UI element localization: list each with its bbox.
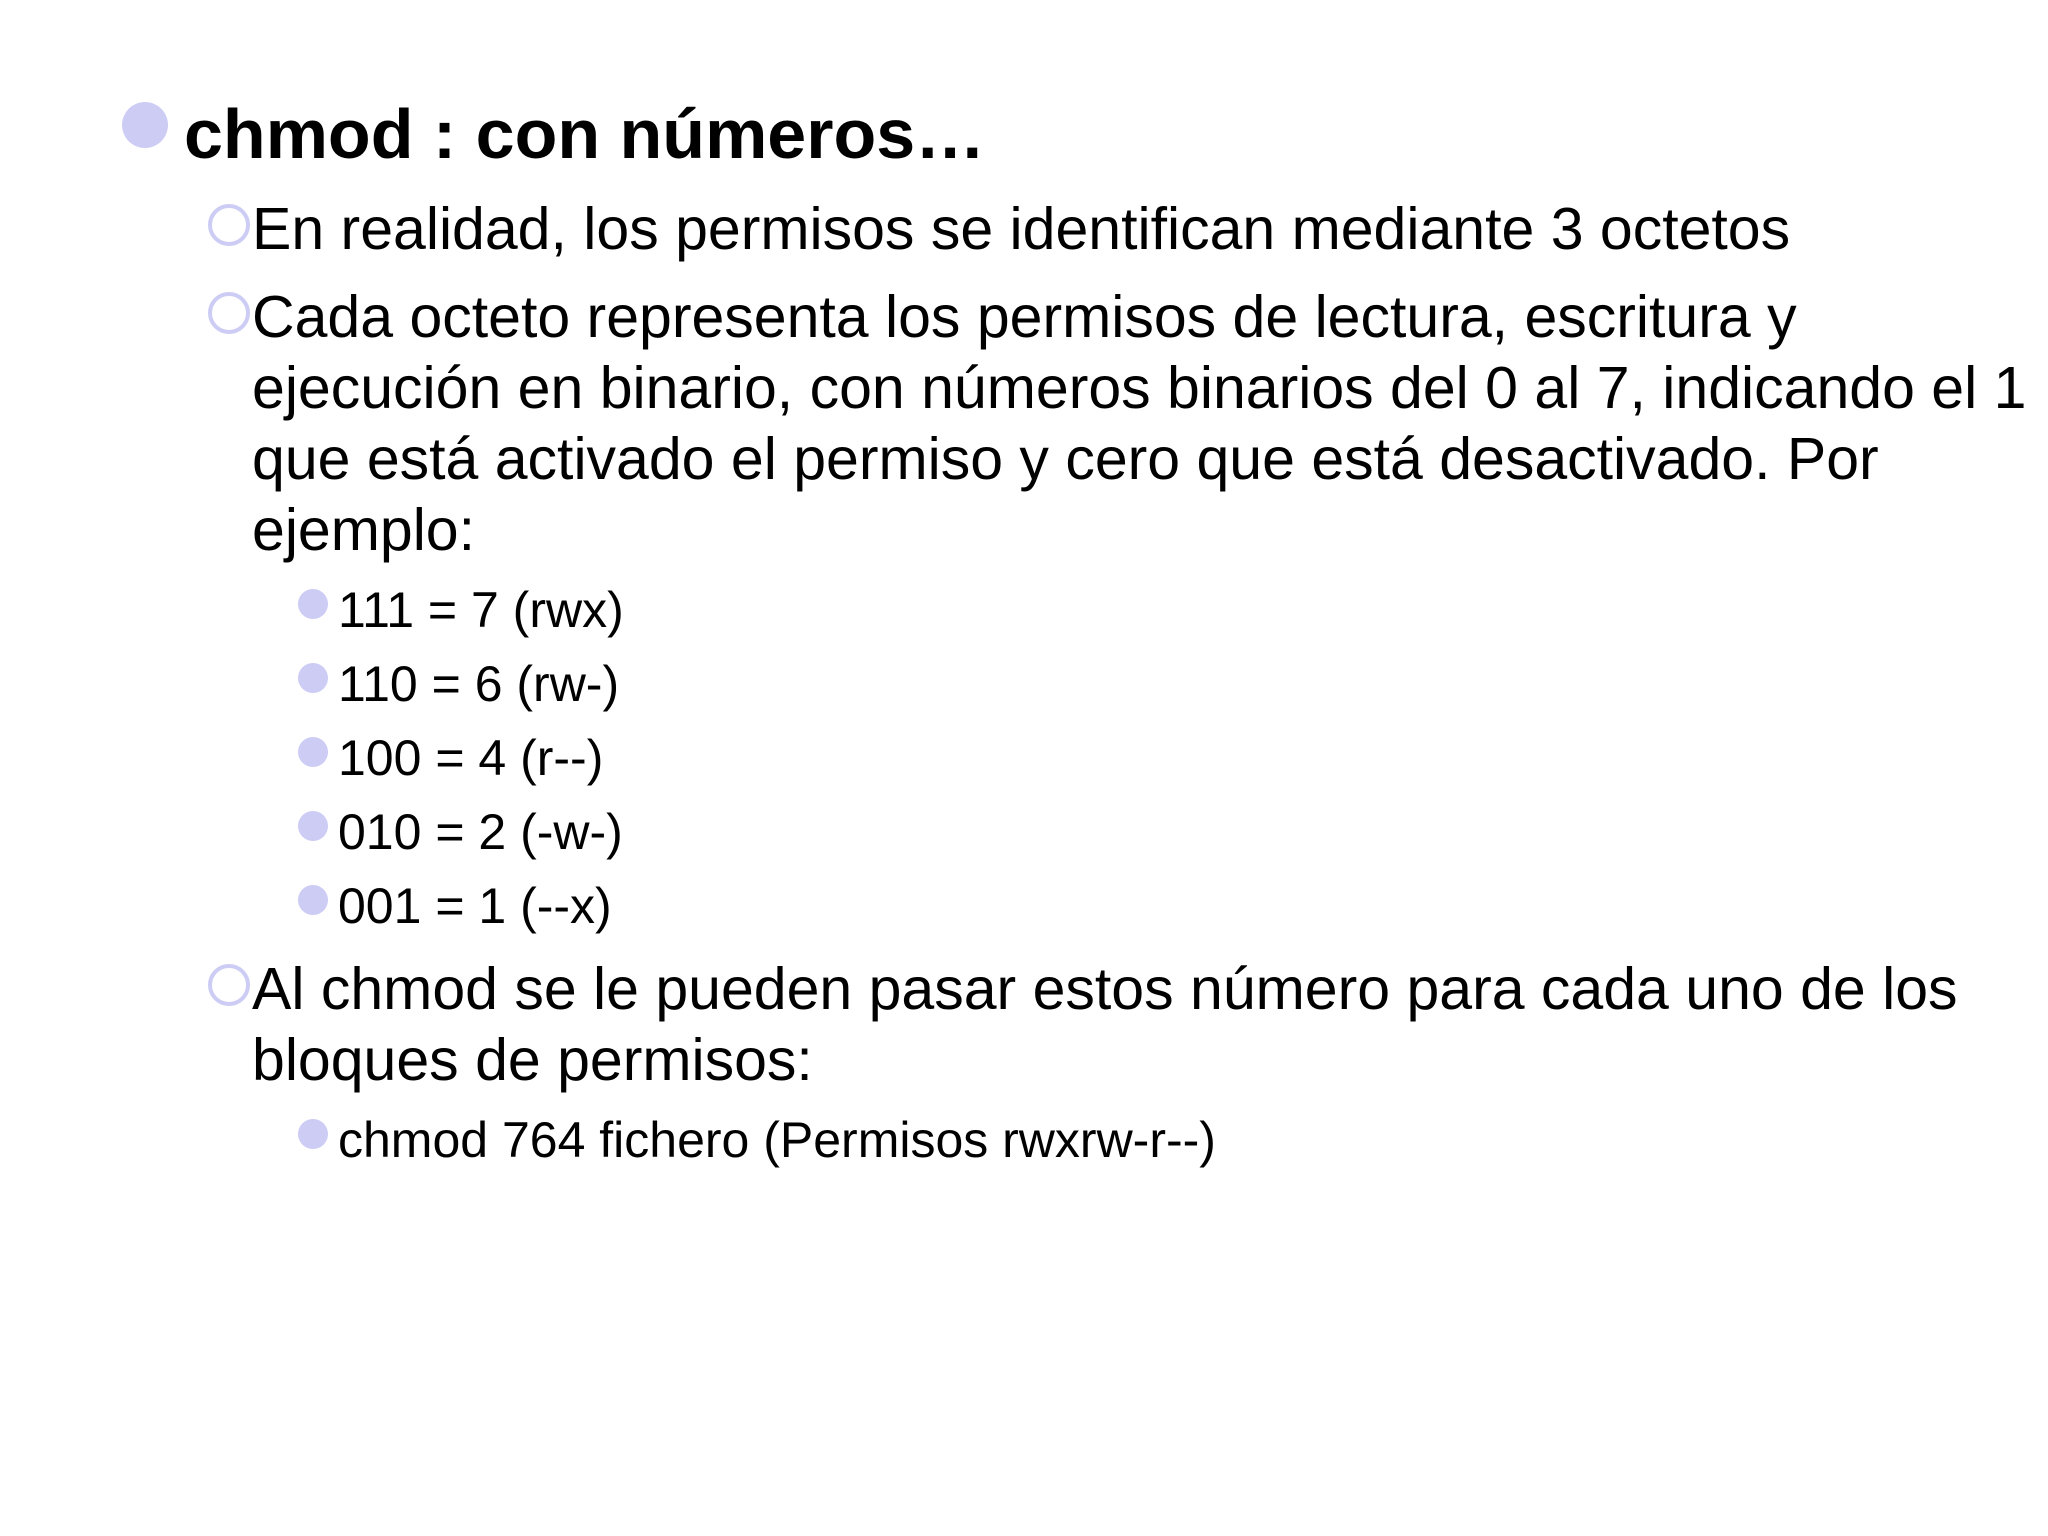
slide-title: chmod : con números… <box>184 95 986 173</box>
point-text-3: Al chmod se le pueden pasar estos número para cada uno de los bloques de permisos: <box>252 956 1958 1093</box>
bullet-disc-icon <box>122 102 168 148</box>
point-row-1 <box>208 194 2032 265</box>
point-text-1: En realidad, los permisos se identifican mediante 3 octetos <box>252 196 1791 262</box>
bullet-disc-icon <box>298 811 328 841</box>
example-text-4: 010 = 2 (-w-) <box>338 804 623 860</box>
example-row-5 <box>298 876 612 936</box>
bullet-disc-icon <box>298 589 328 619</box>
example-text-1: 111 = 7 (rwx) <box>338 582 624 638</box>
example-row-4 <box>298 802 623 862</box>
bullet-ring-icon <box>208 204 250 246</box>
bullet-disc-icon <box>298 737 328 767</box>
bullet-ring-icon <box>208 292 250 334</box>
bullet-disc-icon <box>298 663 328 693</box>
command-row <box>298 1110 1216 1170</box>
example-text-3: 100 = 4 (r--) <box>338 730 604 786</box>
example-row-1 <box>298 580 624 640</box>
command-example-text: chmod 764 fichero (Permisos rwxrw-r--) <box>338 1112 1216 1168</box>
bullet-disc-icon <box>298 1119 328 1149</box>
example-row-2 <box>298 654 619 714</box>
example-text-2: 110 = 6 (rw-) <box>338 656 620 712</box>
bullet-ring-icon <box>208 964 250 1006</box>
title-row <box>122 92 985 176</box>
example-row-3 <box>298 728 603 788</box>
point-row-3 <box>208 954 2032 1096</box>
point-text-2: Cada octeto representa los permisos de lectura, escritura y ejecución en binario, con números binarios del 0 al 7, indicando el 1 que está activado el permiso y cero que está desactivado. Por ejemplo: <box>252 284 2027 563</box>
point-row-2 <box>208 282 2032 566</box>
example-text-5: 001 = 1 (--x) <box>338 878 612 934</box>
bullet-disc-icon <box>298 885 328 915</box>
